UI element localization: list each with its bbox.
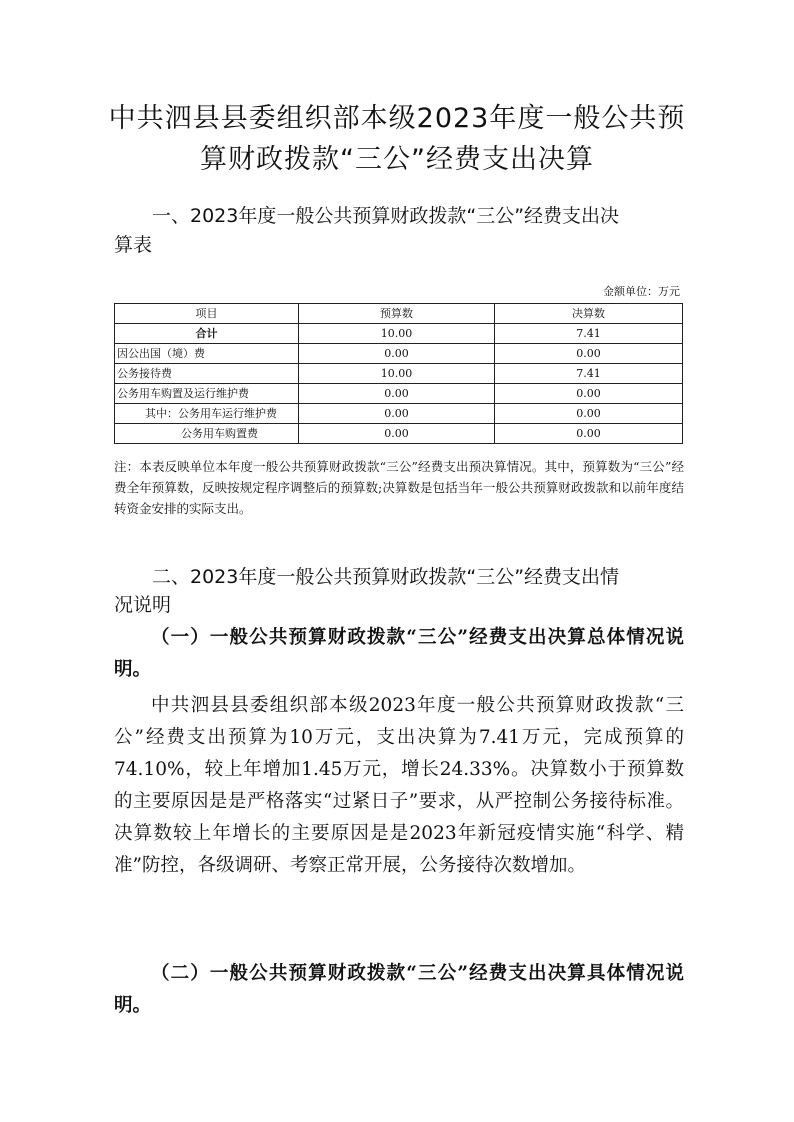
document-title-line-2: 算财政拨款“三公”经费支出决算 [200,144,594,175]
table-row [115,384,683,404]
table-row-total [115,324,683,344]
row-label: 公务用车购置及运行维护费 [115,384,299,404]
table-row [115,364,683,384]
row-label: 合计 [115,324,299,344]
row-label: 其中：公务用车运行维护费 [115,404,299,424]
final-value: 7.41 [495,364,683,384]
section1-heading-line-1: 一、2023年度一般公共预算财政拨款“三公”经费支出决 [152,205,620,227]
subsection1-heading: （一）一般公共预算财政拨款“三公”经费支出决算总体情况说明。 [114,627,684,680]
final-value: 7.41 [495,324,683,344]
section2-heading-line-2: 况说明 [114,594,172,616]
budget-value: 10.00 [299,364,495,384]
row-label: 公务用车购置费 [115,424,299,444]
table-row [115,404,683,424]
document-title-line-1: 中共泗县县委组织部本级2023年度一般公共预 [108,103,686,134]
subsection2-heading: （二）一般公共预算财政拨款“三公”经费支出决算具体情况说明。 [114,963,684,1016]
final-value: 0.00 [495,384,683,404]
column-header-budget: 预算数 [299,304,495,324]
column-header-final: 决算数 [495,304,683,324]
budget-value: 0.00 [299,404,495,424]
budget-value: 10.00 [299,324,495,344]
section1-heading-line-2: 算表 [114,234,153,256]
three-public-expenses-table [114,303,683,444]
row-label: 因公出国（境）费 [115,344,299,364]
column-header-item: 项目 [115,304,299,324]
row-label: 公务接待费 [115,364,299,384]
section2-heading-line-1: 二、2023年度一般公共预算财政拨款“三公”经费支出情 [152,566,620,588]
budget-value: 0.00 [299,344,495,364]
subsection1-body: 中共泗县县委组织部本级2023年度一般公共预算财政拨款“三公”经费支出预算为10万元，支出决算为7.41万元，完成预算的74.10%，较上年增加1.45万元，增长24.33%。决算数小于预算数的主要原因是是严格落实“过紧日子”要求，从严控制公务接待标准。决算数较上年增长的主要原因是是2023年新冠疫情实施“科学、精准”防控，各级调研、考察正常开展，公务接待次数增加。 [114,695,684,876]
final-value: 0.00 [495,404,683,424]
final-value: 0.00 [495,344,683,364]
table-note: 注：本表反映单位本年度一般公共预算财政拨款“三公”经费支出预决算情况。其中，预算数为“三公”经费全年预算数，反映按规定程序调整后的预算数;决算数是包括当年一般公共预算财政拨款和以前年度结转资金安排的实际支出。 [114,459,684,516]
final-value: 0.00 [495,424,683,444]
budget-value: 0.00 [299,384,495,404]
table-row [115,424,683,444]
table-header-row [115,304,683,324]
budget-value: 0.00 [299,424,495,444]
table-unit-label: 金额单位：万元 [603,285,680,298]
table-row [115,344,683,364]
